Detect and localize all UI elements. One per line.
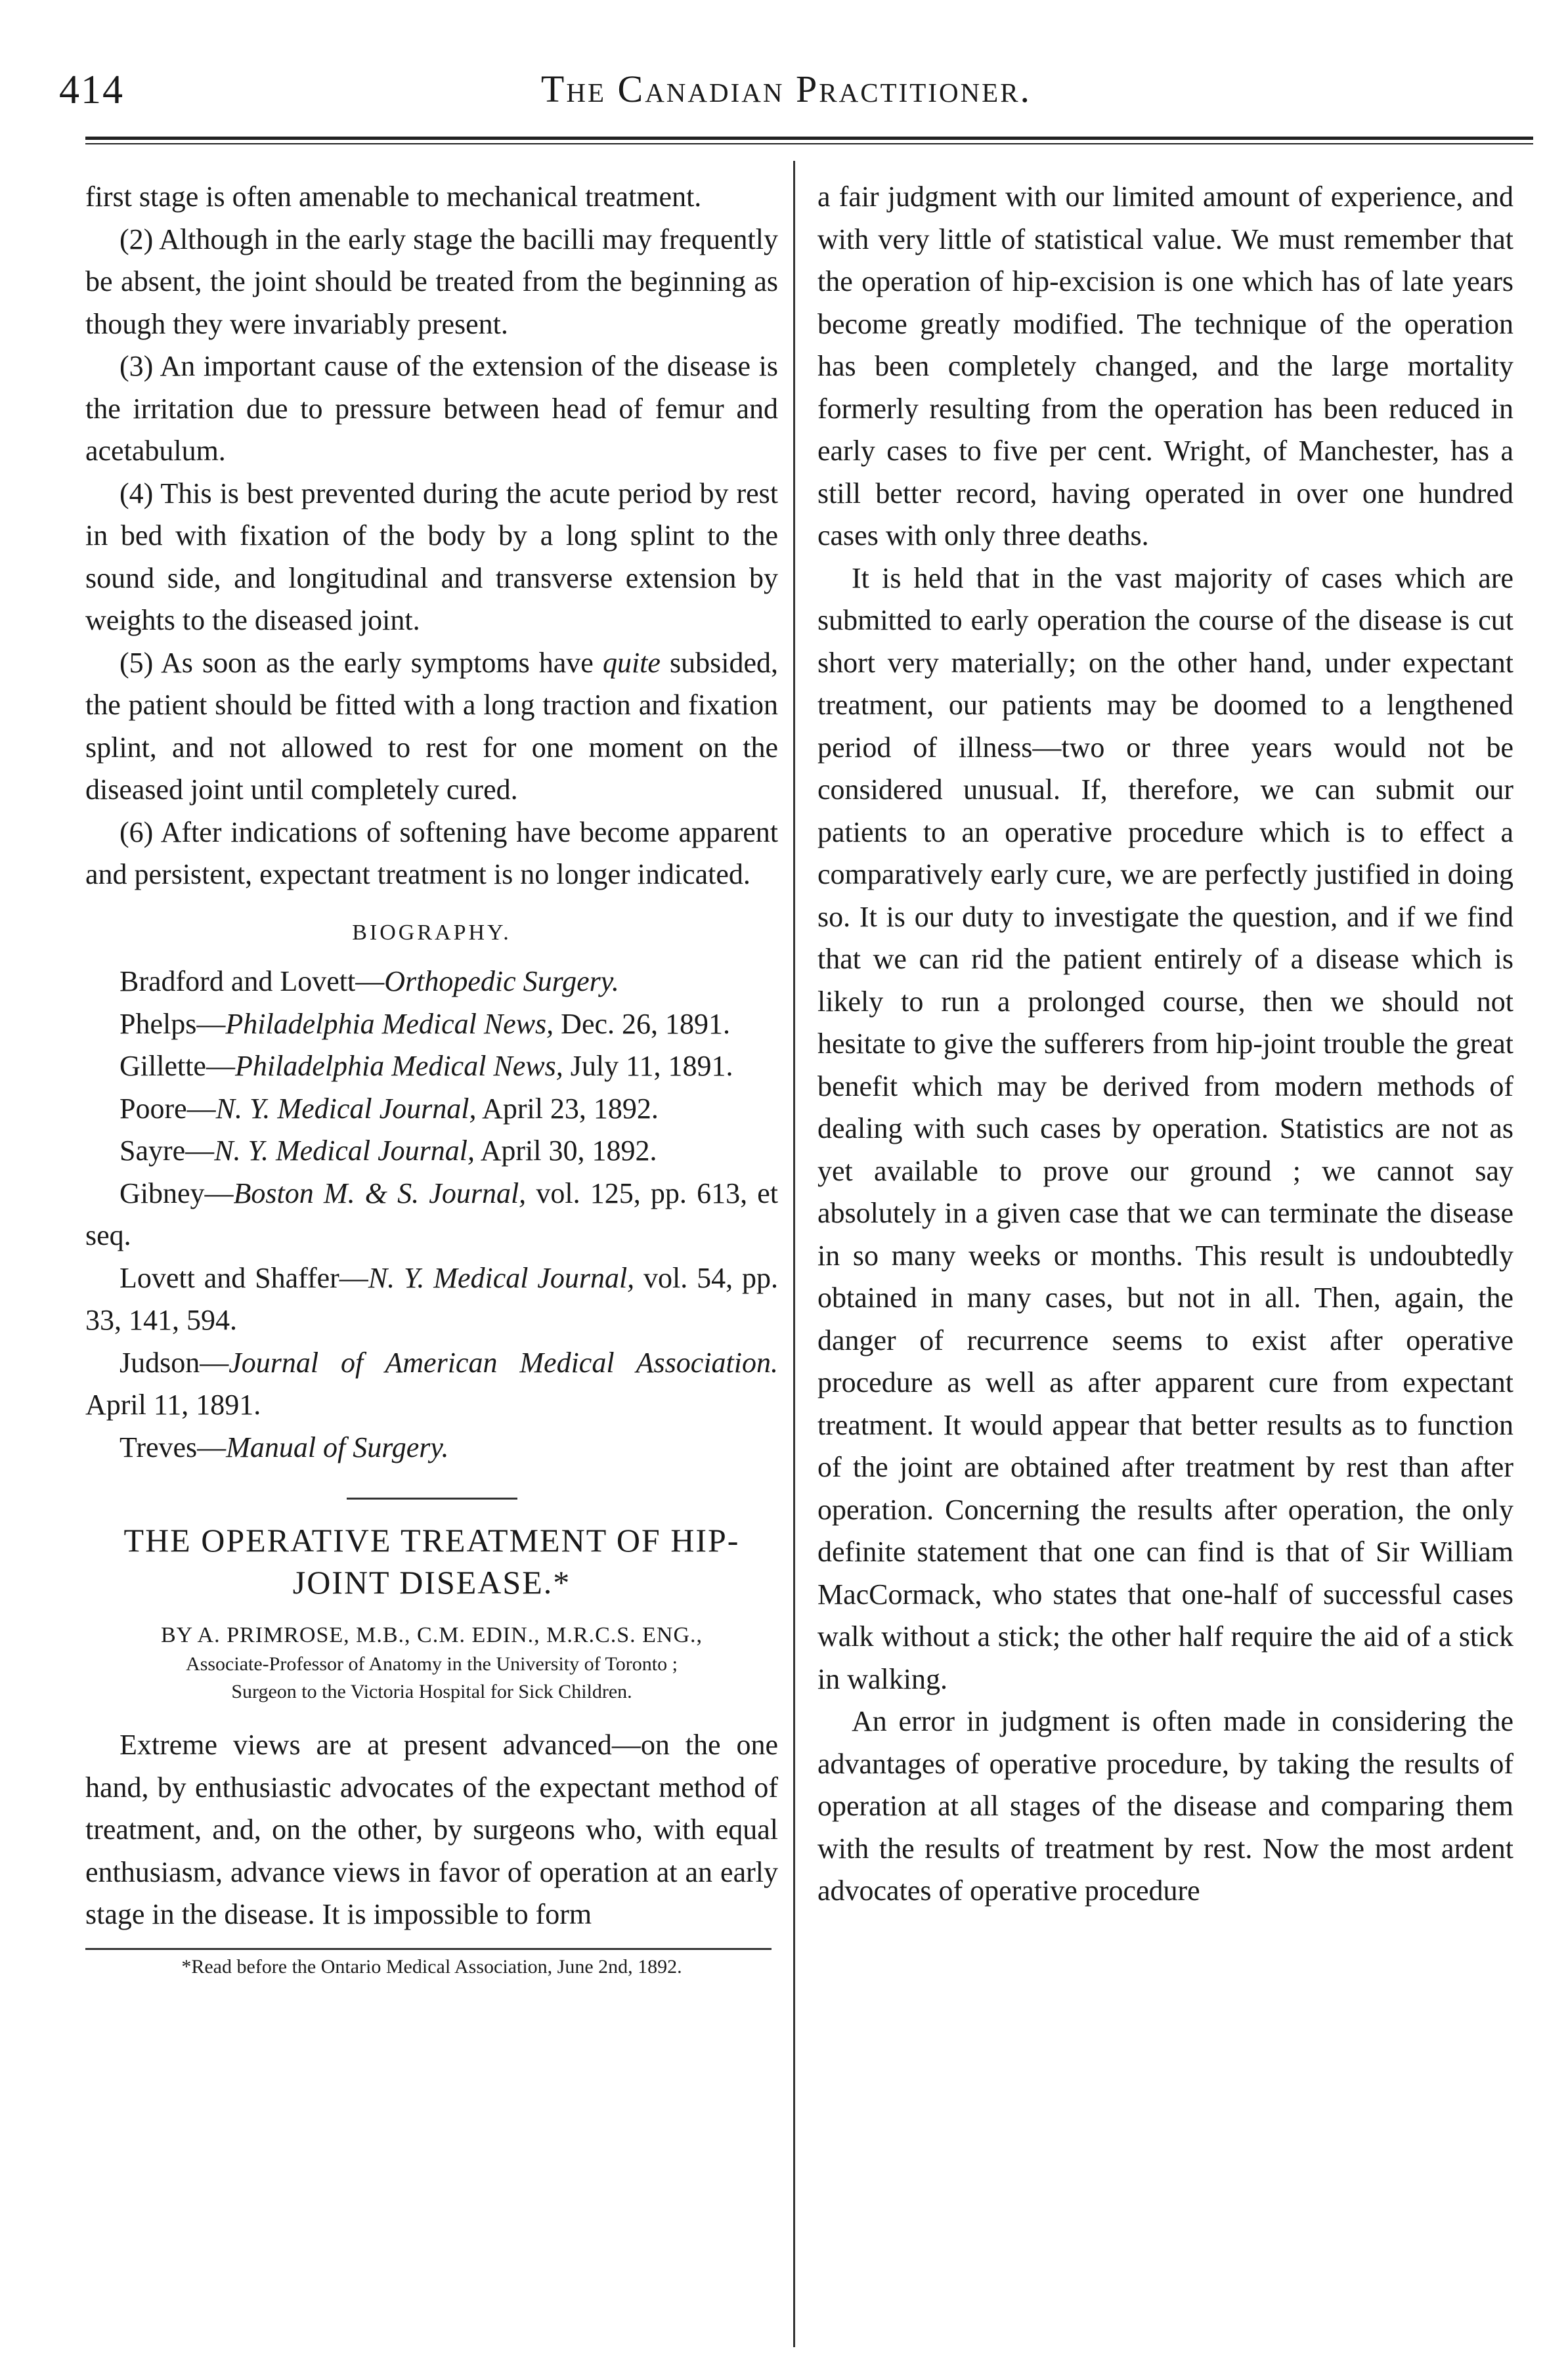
- bib-details: April 30, 1892.: [475, 1135, 657, 1167]
- page-number: 414: [59, 68, 124, 112]
- bib-journal: Manual of Surgery.: [226, 1431, 449, 1463]
- point-5-after: subsided, the patient should be fitted with a long traction and fixation splint, and not allowed to rest for one moment on the diseased joint until completely cured.: [85, 646, 779, 806]
- bib-details: vol. 54, pp. 33, 141, 594.: [85, 1261, 778, 1336]
- bib-details: April 11, 1891.: [85, 1389, 261, 1421]
- affiliation-line: Surgeon to the Victoria Hospital for Sick Children.: [231, 1681, 632, 1702]
- bib-journal: Boston M. & S. Journal,: [233, 1177, 527, 1209]
- body-paragraph: a fair judgment with our limited amount of experience, and with very little of statistical value. We must remember that the operation of hip-excision is one which has of late years become greatly modified. The technique of the operation has been completely changed, and the large mortality formerly resulting from the operation has been reduced in early cases to five per cent. Wright, of Manchester, has a still better record, having operated in over one hundred cases with only three deaths.: [817, 181, 1513, 552]
- bib-journal: Journal of American Medical Association.: [228, 1346, 778, 1379]
- footnote: *Read before the Ontario Medical Association, June 2nd, 1892.: [181, 1955, 682, 1978]
- author-affiliation: [85, 1651, 778, 1706]
- article-title: THE OPERATIVE TREATMENT OF HIP-JOINT DISEASE.*: [123, 1522, 740, 1601]
- bib-journal: N. Y. Medical Journal,: [215, 1092, 477, 1125]
- bib-entry: [85, 1342, 778, 1427]
- bib-entry: [85, 1427, 778, 1469]
- point-6: (6) After indications of softening have become apparent and persistent, expectant treatment is no longer indicated.: [85, 815, 778, 890]
- bib-author: Gibney—: [120, 1177, 234, 1209]
- point-3: (3) An important cause of the extension of the disease is the irritation due to pressure between head of femur and acetabulum.: [85, 350, 778, 467]
- point-5: [85, 642, 778, 811]
- bib-author: Gillette—: [120, 1050, 235, 1082]
- bib-entry: [85, 1088, 778, 1131]
- bib-journal: Orthopedic Surgery.: [384, 965, 619, 997]
- point-5-before: (5) As soon as the early symptoms have: [120, 646, 603, 679]
- bib-author: Lovett and Shaffer—: [120, 1261, 368, 1294]
- biography-list: [85, 961, 778, 1469]
- bib-entry: [85, 1003, 778, 1046]
- column-divider: [793, 161, 795, 2347]
- bib-author: Treves—: [120, 1431, 227, 1463]
- bib-entry: [85, 1173, 778, 1257]
- bib-entry: [85, 961, 778, 1003]
- article-opening-paragraph: Extreme views are at present advanced—on the one hand, by enthusiastic advocates of the expectant method of treatment, and, on the other, by surgeons who, with equal enthusiasm, advance views in favor of operation at an early stage in the disease. It is impossible to form: [85, 1729, 778, 1930]
- section-divider: [347, 1498, 517, 1500]
- bib-author: Phelps—: [120, 1007, 226, 1040]
- biography-heading: BIOGRAPHY.: [352, 920, 511, 945]
- page-header: [59, 51, 1513, 123]
- bib-author: Judson—: [120, 1346, 229, 1379]
- point-5-italic: quite: [602, 646, 661, 679]
- intro-paragraph: first stage is often amenable to mechanical treatment.: [85, 181, 702, 213]
- bib-journal: Philadelphia Medical News,: [234, 1050, 563, 1082]
- bib-author: Sayre—: [120, 1135, 215, 1167]
- bib-journal: Philadelphia Medical News,: [225, 1007, 554, 1040]
- footnote-rule: [85, 1948, 772, 1950]
- bib-entry: [85, 1130, 778, 1173]
- bib-author: Poore—: [120, 1092, 216, 1125]
- bib-journal: N. Y. Medical Journal,: [214, 1135, 475, 1167]
- bib-details: Dec. 26, 1891.: [554, 1007, 731, 1040]
- bib-entry: [85, 1257, 778, 1342]
- bib-author: Bradford and Lovett—: [120, 965, 385, 997]
- point-2: (2) Although in the early stage the bacilli may frequently be absent, the joint should be treated from the beginning as though they were invariably present.: [85, 223, 778, 340]
- left-column: [85, 176, 778, 1981]
- running-title: The Canadian Practitioner.: [540, 68, 1032, 110]
- body-paragraph: It is held that in the vast majority of cases which are submitted to early operation the course of the disease is cut short very materially; on the other hand, under expectant treatment, our patients may be doomed to a lengthened period of illness—two or three years would not be considered unusual. If, therefore, we can submit our patients to an operative procedure which is to effect a comparatively early cure, we are perfectly justified in doing so. It is our duty to investigate the question, and if we find that we can rid the patient entirely of a disease which is likely to run a prolonged course, then we should not hesitate to give the sufferers from hip-joint trouble the great benefit which may be derived from modern methods of dealing with such cases by operation. Statistics are not as yet available to prove our ground ; we cannot say absolutely in a given case that we can terminate the disease in so many weeks or months. This result is undoubtedly obtained in many cases, but not in all. Then, again, the danger of recurrence seems to exist after operative procedure as well as after apparent cure from expectant treatment. It would appear that better results as to function of the joint are obtained after treatment by rest than after operation. Concerning the results after operation, the only definite statement that one can find is that of Sir William MacCormack, who states that one-half of successful cases walk without a stick; the other half require the aid of a stick in walking.: [817, 561, 1513, 1695]
- bib-details: April 23, 1892.: [476, 1092, 659, 1125]
- bib-details: July 11, 1891.: [563, 1050, 733, 1082]
- right-column: [817, 176, 1513, 1913]
- author-byline: BY A. PRIMROSE, M.B., C.M. EDIN., M.R.C.S. ENG.,: [160, 1623, 703, 1647]
- bib-entry: [85, 1045, 778, 1088]
- affiliation-line: Associate-Professor of Anatomy in the University of Toronto ;: [186, 1653, 678, 1675]
- header-rule: [85, 137, 1533, 144]
- bib-details: vol. 125, pp. 613, et seq.: [85, 1177, 778, 1251]
- point-4: (4) This is best prevented during the acute period by rest in bed with fixation of the body by a long splint to the sound side, and longitudinal and transverse extension by weights to the diseased joint.: [85, 477, 778, 636]
- body-paragraph: An error in judgment is often made in considering the advantages of operative procedure, by taking the results of operation at all stages of the disease and comparing them with the results of treatment by rest. Now the most ardent advocates of operative procedure: [817, 1705, 1513, 1907]
- bib-journal: N. Y. Medical Journal,: [368, 1261, 635, 1294]
